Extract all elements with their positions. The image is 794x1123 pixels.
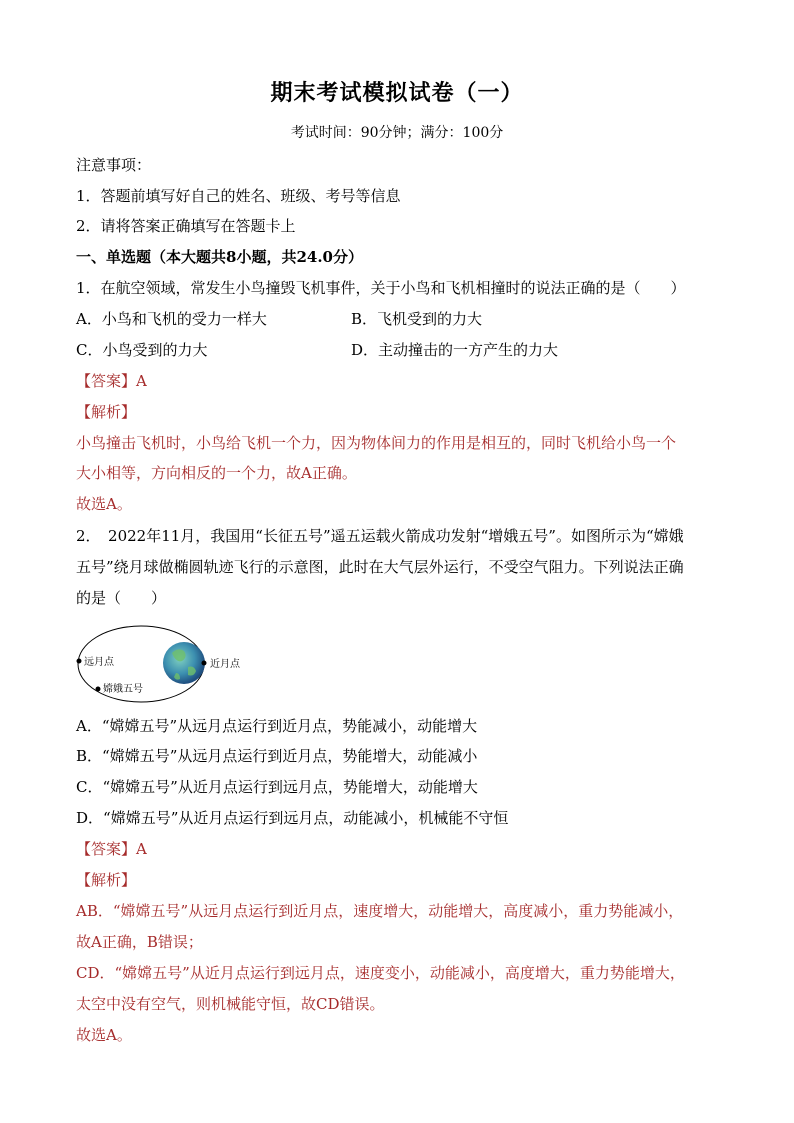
notice-item-2: 2．请将答案正确填写在答题卡上: [76, 217, 296, 235]
q2-analysis-line-3: CD．“嫦嫦五号”从近月点运行到远月点，速度变小，动能减小，高度增大，重力势能增大，: [76, 964, 685, 982]
q1-option-a: A．小鸟和飞机的受力一样大: [76, 310, 267, 328]
far-point-label: 远月点: [84, 657, 114, 668]
q2-answer: 【答案】A: [76, 840, 147, 858]
far-point-dot: [77, 659, 82, 664]
q1-analysis-line-1: 小鸟撞击飞机时，小鸟给飞机一个力，因为物体间力的作用是相互的，同时飞机给小鸟一个: [76, 434, 677, 452]
moon-globe: [163, 642, 205, 684]
near-point-dot: [202, 661, 207, 666]
q1-choose: 故选A。: [76, 495, 132, 513]
section-heading: 一、单选题（本大题共8小题，共24.0分）: [76, 248, 363, 266]
q1-option-b: B．飞机受到的力大: [351, 310, 483, 328]
q2-option-c: C．“嫦嫦五号”从近月点运行到远月点，势能增大，动能增大: [76, 778, 478, 796]
orbit-diagram: [76, 623, 256, 707]
q2-option-d: D．“嫦嫦五号”从近月点运行到远月点，动能减小，机械能不守恒: [76, 809, 509, 827]
q2-analysis-line-2: 故A正确，B错误；: [76, 933, 203, 951]
q2-choose: 故选A。: [76, 1026, 132, 1044]
q2-analysis-line-1: AB．“嫦嫦五号”从远月点运行到近月点，速度增大，动能增大，高度减小，重力势能减小，: [76, 902, 684, 920]
q1-analysis-label: 【解析】: [76, 403, 137, 421]
q2-option-b: B．“嫦嫦五号”从远月点运行到近月点，势能增大，动能减小: [76, 747, 478, 765]
q1-option-c: C．小鸟受到的力大: [76, 341, 208, 359]
q1-analysis-line-2: 大小相等，方向相反的一个力，故A正确。: [76, 464, 357, 482]
q1-answer: 【答案】A: [76, 372, 147, 390]
q1-stem: 1．在航空领域，常发生小鸟撞毁飞机事件，关于小鸟和飞机相撞时的说法正确的是（ ）: [76, 279, 686, 297]
q2-stem-line-3: 的是（ ）: [76, 589, 167, 607]
spacecraft-label: 嫦娥五号: [103, 684, 143, 695]
near-point-label: 近月点: [210, 659, 240, 670]
notice-heading: 注意事项：: [76, 156, 152, 174]
q2-stem-line-1: 2． 2022年11月，我国用“长征五号”遥五运载火箭成功发射“增娥五号”。如图所示为“嫦娥: [76, 527, 684, 545]
page-title: 期末考试模拟试卷（一）: [270, 80, 524, 106]
spacecraft-dot: [96, 687, 101, 692]
q2-option-a: A．“嫦嫦五号”从远月点运行到近月点，势能减小，动能增大: [76, 717, 478, 735]
notice-item-1: 1．答题前填写好自己的姓名、班级、考号等信息: [76, 187, 401, 205]
exam-info: 考试时间：90分钟；满分：100分: [290, 125, 504, 141]
q1-option-d: D．主动撞击的一方产生的力大: [351, 341, 559, 359]
q2-stem-line-2: 五号”绕月球做椭圆轨迹飞行的示意图，此时在大气层外运行，不受空气阻力。下列说法正确: [76, 558, 684, 576]
q2-analysis-label: 【解析】: [76, 871, 137, 889]
q2-analysis-line-4: 太空中没有空气，则机械能守恒，故CD错误。: [76, 995, 385, 1013]
